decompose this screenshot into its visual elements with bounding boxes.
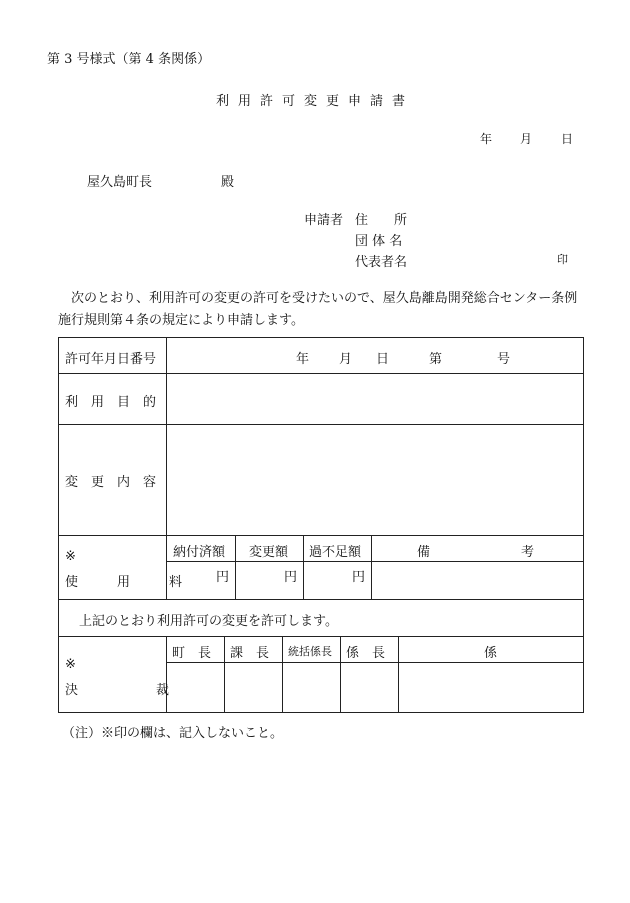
approval-statement: 上記のとおり利用許可の変更を許可します。 (79, 614, 338, 629)
form-number: 第 3 号様式（第 4 条関係） (47, 52, 211, 67)
column-divider (371, 535, 372, 599)
decision-header-mayor: 町 長 (172, 646, 212, 661)
footnote: （注）※印の欄は、記入しないこと。 (62, 726, 284, 741)
addressee-honorific: 殿 (221, 175, 235, 190)
permit-number-label: 許可年月日番号 (65, 352, 157, 367)
permit-month: 月 (339, 352, 353, 367)
decision-mark: ※ (65, 657, 76, 672)
fee-header-paid: 納付済額 (173, 545, 226, 560)
date-day: 日 (561, 132, 574, 146)
row-divider (59, 535, 583, 536)
decision-header-staff: 係 (484, 646, 498, 661)
decision-header-unit-chief: 係 長 (346, 646, 386, 661)
request-statement: 次のとおり、利用許可の変更の許可を受けたいので、屋久島離島開発総合センター条例施行規則第４条の規定により申請します。 (58, 291, 578, 328)
purpose-label: 利 用 目 的 (65, 395, 157, 410)
fee-header-difference: 過不足額 (309, 545, 362, 560)
column-divider (303, 535, 304, 599)
permit-dai: 第 (429, 352, 443, 367)
application-table (58, 337, 584, 713)
row-divider (59, 636, 583, 637)
column-divider (398, 636, 399, 712)
seal-mark: 印 (557, 253, 568, 266)
fee-header-remarks: 備 考 (417, 545, 535, 560)
row-divider (59, 373, 583, 374)
column-divider (166, 338, 167, 599)
date-year: 年 (480, 132, 493, 146)
permit-year: 年 (296, 352, 310, 367)
row-divider (59, 599, 583, 600)
row-divider (59, 424, 583, 425)
fee-unit-yen: 円 (216, 570, 230, 585)
permit-go: 号 (497, 352, 511, 367)
column-divider (340, 636, 341, 712)
decision-header-general-chief: 統括係長 (288, 645, 332, 658)
applicant-organization-label: 団 体 名 (355, 234, 403, 249)
row-divider (166, 662, 583, 663)
column-divider (282, 636, 283, 712)
fee-header-change: 変更額 (249, 545, 289, 560)
row-divider (166, 561, 583, 562)
change-content-label: 変 更 内 容 (65, 475, 157, 490)
fee-mark: ※ (65, 549, 76, 564)
permit-day: 日 (376, 352, 390, 367)
column-divider (166, 636, 167, 712)
fee-label: 使 用 料 (65, 575, 183, 590)
applicant-representative-label: 代表者名 (355, 255, 408, 270)
date-month: 月 (520, 132, 533, 146)
column-divider (224, 636, 225, 712)
column-divider (235, 535, 236, 599)
document-title: 利用許可変更申請書 (215, 94, 414, 109)
applicant-address-label: 住 所 (355, 213, 408, 228)
fee-unit-yen: 円 (352, 570, 366, 585)
addressee-name: 屋久島町長 (87, 175, 153, 190)
decision-label: 決 裁 (65, 683, 170, 698)
decision-header-section-chief: 課 長 (230, 646, 270, 661)
applicant-label: 申請者 (304, 213, 344, 228)
fee-unit-yen: 円 (284, 570, 298, 585)
